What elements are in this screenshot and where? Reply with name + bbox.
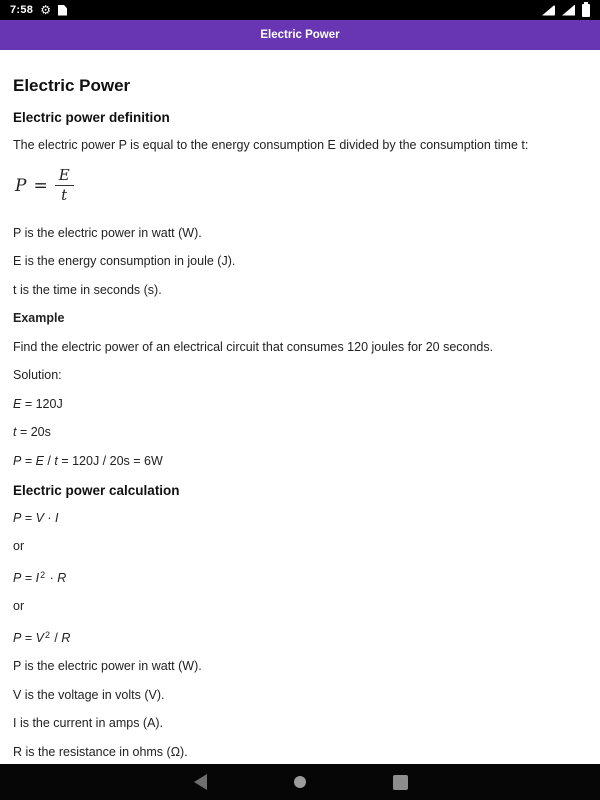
example-heading: Example (13, 311, 65, 325)
page-title: Electric Power (13, 76, 131, 95)
app-bar (0, 20, 600, 50)
unit-note-resistance: R is the resistance in ohms (Ω). (13, 744, 188, 759)
formula-equals: = (33, 175, 48, 196)
home-button[interactable] (283, 765, 317, 799)
definition-intro: The electric power P is equal to the energy consumption E divided by the consumption time t: (13, 138, 529, 152)
or-text-1: or (13, 539, 25, 553)
or-text-2: or (13, 599, 25, 613)
power-fraction-formula (15, 167, 586, 205)
back-icon (194, 774, 207, 790)
home-icon (294, 776, 306, 788)
formula-lhs: P (15, 175, 27, 196)
solution-label: Solution: (13, 368, 62, 382)
signal-icon (562, 5, 575, 16)
unit-note-time: t is the time in seconds (s). (13, 282, 162, 297)
unit-note-power-2: P is the electric power in watt (W). (13, 659, 202, 673)
unit-note-energy: E is the energy consumption in joule (J). (13, 254, 236, 268)
fraction-numerator: E (55, 167, 74, 186)
file-icon (58, 5, 67, 16)
example-result-line: P = E / t = 120J / 20s = 6W (13, 453, 163, 468)
example-energy-line: E = 120J (13, 396, 63, 411)
example-time-line: t = 20s (13, 425, 51, 439)
article-content[interactable] (0, 50, 600, 764)
unit-note-power: P is the electric power in watt (W). (13, 225, 202, 240)
formula-p-i2r: $P = I^2 \cdot R$ (13, 569, 67, 585)
calculation-heading: Electric power calculation (13, 482, 180, 498)
definition-heading: Electric power definition (13, 110, 170, 125)
navigation-bar (0, 764, 600, 800)
formula-p-v2r: $P = V^2 / R$ (13, 629, 71, 645)
example-problem: Find the electric power of an electrical circuit that consumes 120 joules for 20 seconds. (13, 339, 494, 354)
fraction (55, 167, 74, 205)
unit-note-voltage: V is the voltage in volts (V). (13, 687, 165, 702)
battery-icon (582, 4, 590, 17)
status-bar-left (10, 4, 67, 16)
settings-icon: ⚙ (40, 3, 51, 17)
unit-note-current: I is the current in amps (A). (13, 716, 164, 730)
wifi-icon (542, 5, 555, 16)
formula-p-vi: P = V · I (13, 510, 59, 525)
status-bar (0, 0, 600, 20)
back-button[interactable] (183, 765, 217, 799)
fraction-denominator: t (61, 186, 68, 205)
recents-button[interactable] (383, 765, 417, 799)
status-time: 7:58 (10, 4, 34, 16)
recents-icon (393, 775, 408, 790)
status-bar-right (542, 4, 590, 17)
app-bar-title: Electric Power (260, 29, 340, 41)
